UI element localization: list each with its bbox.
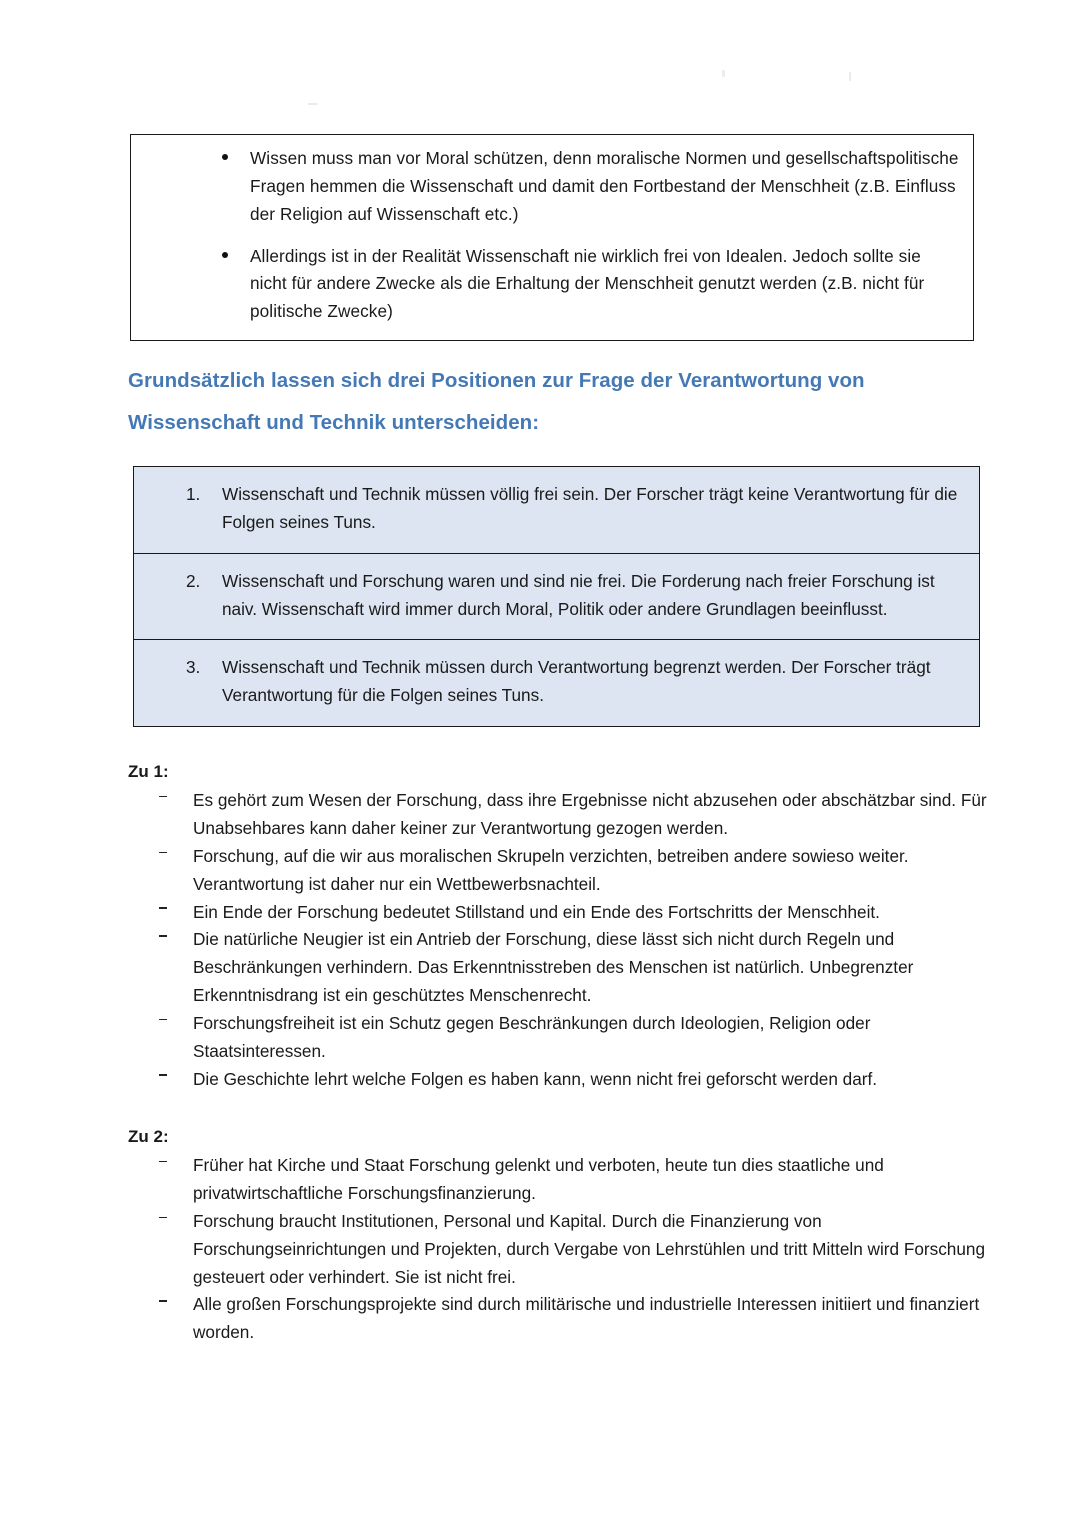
section-dash-list [128,1152,988,1347]
list-item [145,145,959,229]
position-text: Wissenschaft und Forschung waren und sind nie frei. Die Forderung nach freier Forschung ist naiv. Wissenschaft wird immer durch Moral, Politik oder andere Grundlagen beeinflusst. [222,570,935,619]
dash-bullet-icon [159,1300,167,1302]
section-heading [128,360,968,444]
position-text: Wissenschaft und Technik müssen völlig frei sein. Der Forscher trägt keine Verantwortung für die Folgen seines Tuns. [222,484,958,532]
dash-bullet-icon [159,796,167,798]
section-dash-list [128,787,988,1093]
section-title: Zu 1: [128,762,169,781]
position-number: 3. [186,657,201,678]
section-zu-2 [128,1123,988,1347]
list-item-text: Die Geschichte lehrt welche Folgen es haben kann, wenn nicht frei geforscht werden darf. [193,1068,878,1089]
dash-bullet-icon [159,1161,167,1163]
table-row [134,467,979,554]
list-item-text: Forschung, auf die wir aus moralischen Skrupeln verzichten, betreiben andere sowieso weiter. Verantwortung ist daher nur ein Wettbewerbsnachteil. [193,845,909,894]
bullet-dot-icon [222,154,228,160]
intro-outlined-box [130,134,974,341]
intro-bullet-list [145,145,959,326]
dash-bullet-icon [159,1217,167,1219]
position-item [150,654,963,710]
list-item [145,243,959,327]
list-item-text: Ein Ende der Forschung bedeutet Stillstand und ein Ende des Fortschritts der Menschheit. [193,901,880,922]
list-item [128,843,988,899]
dash-bullet-icon [159,852,167,854]
section-heading-line-1: Grundsätzlich lassen sich drei Positionen zur Frage der Verantwortung von [128,369,865,392]
section-heading-line-2: Wissenschaft und Technik unterscheiden: [128,411,540,435]
list-item-text: Die natürliche Neugier ist ein Antrieb der Forschung, diese lässt sich nicht durch Regeln und Beschränkungen verhindern. Das Erkenntnisstreben des Menschen ist natürlich. Unbegrenzter Erkenntnisdrang ist ein geschütztes Menschenrecht. [193,929,914,1006]
position-item [150,568,963,624]
position-item [150,481,963,537]
section-title: Zu 2: [128,1127,169,1146]
list-item [128,899,988,927]
scan-artifact [722,70,725,77]
list-item-text: Es gehört zum Wesen der Forschung, dass ihre Ergebnisse nicht abzusehen oder abschätzbar sind. Für Unabsehbares kann daher keiner zur Verantwortung gezogen werden. [193,790,987,839]
scan-artifact [308,103,317,105]
position-number: 1. [186,484,201,504]
position-number: 2. [186,570,201,591]
list-item [128,1208,988,1292]
list-item-text: Alle großen Forschungsprojekte sind durch militärische und industrielle Interessen initiiert und finanziert worden. [193,1294,980,1343]
section-zu-1 [128,758,988,1094]
dash-bullet-icon [159,907,167,909]
list-item-text: Forschung braucht Institutionen, Personal und Kapital. Durch die Finanzierung von Forschungseinrichtungen und Projekten, durch Vergabe von Lehrstühlen und tritt Mitteln wird Forschung gesteuert oder verhindert. Sie ist nicht frei. [193,1210,986,1287]
list-item-text: Wissen muss man vor Moral schützen, denn moralische Normen und gesellschaftspolitische Fragen hemmen die Wissenschaft und damit den Fortbestand der Menschheit (z.B. Einfluss der Religion auf Wissenschaft etc.) [250,148,959,224]
table-row [134,554,979,641]
list-item [128,926,988,1010]
dash-bullet-icon [159,935,167,937]
list-item [128,1291,988,1347]
list-item [128,1152,988,1208]
list-item [128,787,988,843]
list-item [128,1066,988,1094]
dash-bullet-icon [159,1074,167,1076]
list-item-text: Forschungsfreiheit ist ein Schutz gegen Beschränkungen durch Ideologien, Religion oder Staatsinteressen. [193,1013,871,1061]
list-item-text: Allerdings ist in der Realität Wissenschaft nie wirklich frei von Idealen. Jedoch sollte sie nicht für andere Zwecke als die Erhaltung der Menschheit genutzt werden (z.B. nicht für politische Zwecke) [250,245,925,322]
positions-table [133,466,980,727]
bullet-dot-icon [222,252,228,258]
scan-artifact [849,72,851,81]
list-item [128,1010,988,1066]
position-text: Wissenschaft und Technik müssen durch Verantwortung begrenzt werden. Der Forscher trägt Verantwortung für die Folgen seines Tuns. [222,657,931,706]
dash-bullet-icon [159,1019,167,1021]
table-row [134,640,979,727]
list-item-text: Früher hat Kirche und Staat Forschung gelenkt und verboten, heute tun dies staatliche und privatwirtschaftliche Forschungsfinanzierung. [193,1155,884,1204]
